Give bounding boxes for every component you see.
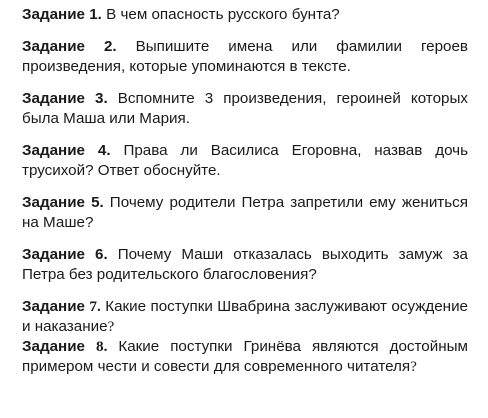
- task-6-text: Почему Маши отказалась выходить замуж за Петра без родительского благословения?: [22, 246, 468, 283]
- task-7-label-word: Задание: [22, 298, 90, 315]
- assignment-sheet: [22, 5, 468, 377]
- task-8-label-number: 8.: [95, 338, 108, 355]
- task-2-text: Выпишите имена или фамилии героев произведения, которые упоминаются в тексте.: [22, 38, 469, 75]
- task-7-label-number: 7.: [89, 298, 101, 315]
- task-1-label: Задание 1.: [22, 6, 102, 23]
- task-8-text: Какие поступки Гринёва являются достойным примером чести и совести для современного читателя: [22, 338, 468, 375]
- task-8-label-word: Задание: [22, 338, 96, 355]
- task-4: [22, 141, 468, 181]
- task-2-label: Задание 2.: [22, 38, 117, 55]
- task-1-text: В чем опасность русского бунта?: [101, 6, 340, 23]
- task-4-text: Права ли Василиса Егоровна, назвав дочь трусихой? Ответ обоснуйте.: [22, 142, 469, 179]
- task-3: [22, 89, 468, 129]
- task-7-question-mark: ?: [107, 318, 115, 335]
- task-7: [22, 297, 468, 337]
- task-8: [22, 337, 468, 377]
- task-5-text: Почему родители Петра запретили ему жениться на Маше?: [22, 194, 468, 231]
- task-3-label: Задание 3.: [22, 90, 108, 107]
- task-3-text: Вспомните 3 произведения, героиней которых была Маша или Мария.: [22, 90, 468, 127]
- task-2: [22, 37, 468, 77]
- task-1: [22, 5, 468, 25]
- task-5: [22, 193, 468, 233]
- task-4-label: Задание 4.: [22, 142, 111, 159]
- task-8-label: [22, 338, 107, 355]
- task-6-label: Задание 6.: [22, 246, 108, 263]
- task-5-label: Задание 5.: [22, 194, 104, 211]
- task-6: [22, 245, 468, 285]
- task-7-label: [22, 298, 101, 315]
- task-8-question-mark: ?: [410, 358, 417, 375]
- task-7-text: Какие поступки Швабрина заслуживают осуждение и наказание: [22, 298, 468, 335]
